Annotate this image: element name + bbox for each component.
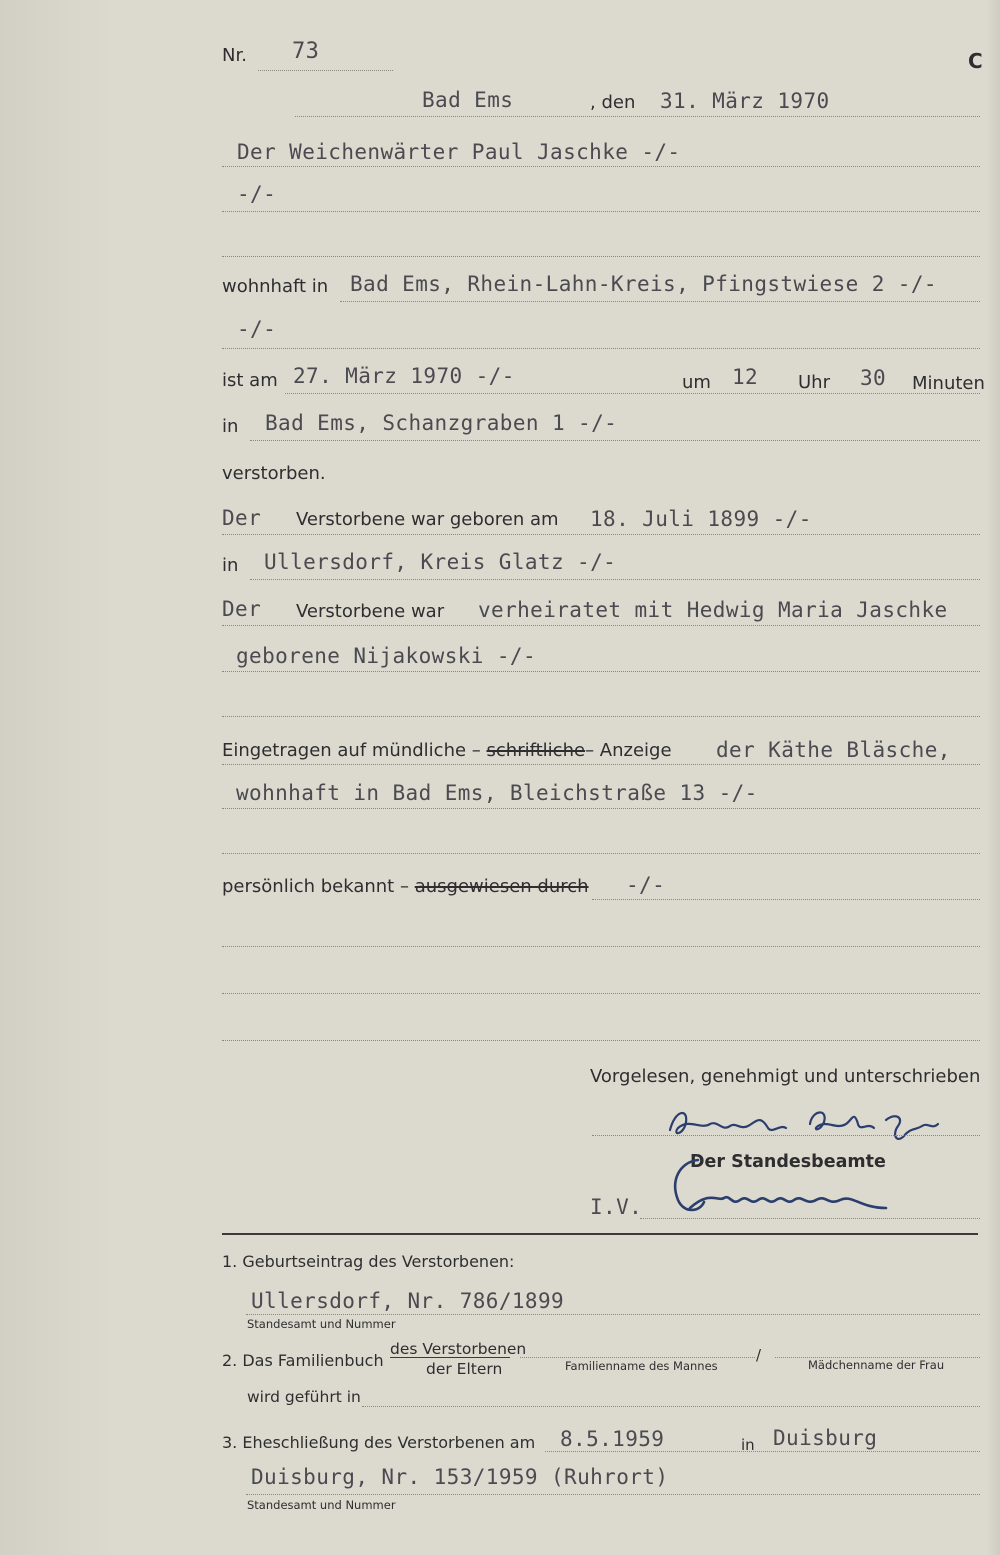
death-in-label: in (222, 416, 239, 437)
identity-label-pre: persönlich bekannt – (222, 876, 409, 897)
rule (285, 393, 980, 394)
rule (222, 348, 980, 349)
rule (222, 716, 980, 717)
person-line-2: -/- (237, 182, 277, 206)
death-hour: 12 (732, 365, 759, 389)
rule (250, 440, 980, 441)
rule (222, 211, 980, 212)
note-3-label: 3. Eheschließung des Verstorbenen am (222, 1433, 536, 1452)
death-label: ist am (222, 370, 278, 391)
registration-label-dash: – (585, 740, 595, 761)
rule (222, 853, 980, 854)
rule (592, 899, 980, 900)
identity-label-struck: ausgewiesen durch (414, 876, 589, 897)
person-line-1: Der Weichenwärter Paul Jaschke -/- (237, 140, 681, 164)
place-value: Bad Ems (422, 88, 514, 112)
note-3-place: Duisburg (773, 1426, 878, 1450)
rule (222, 1040, 980, 1041)
header-rule (295, 116, 980, 117)
rule (340, 301, 980, 302)
note-3-in-label: in (741, 1436, 755, 1454)
nr-value: 73 (292, 39, 320, 64)
section-divider (222, 1233, 978, 1235)
rule (222, 993, 980, 994)
registration-label (222, 740, 672, 762)
rule (362, 1406, 980, 1407)
page-shadow-left (0, 0, 120, 1555)
note-2-label: 2. Das Familienbuch (222, 1351, 384, 1370)
note-1-value: Ullersdorf, Nr. 786/1899 (251, 1289, 565, 1313)
rule (222, 764, 980, 765)
signature-informant (660, 1100, 950, 1150)
rule (222, 808, 980, 809)
registration-cont: wohnhaft in Bad Ems, Bleichstraße 13 -/- (236, 781, 758, 805)
rule (222, 946, 980, 947)
um-label: um (682, 372, 711, 393)
note-1-caption: Standesamt und Nummer (247, 1317, 396, 1331)
residence-value: Bad Ems, Rhein-Lahn-Kreis, Pfingstwiese 2 -/- (350, 272, 937, 296)
rule (222, 625, 980, 626)
note-2-man-caption: Familienname des Mannes (565, 1359, 718, 1373)
marital-cont: geborene Nijakowski -/- (236, 644, 536, 668)
birth-place: Ullersdorf, Kreis Glatz -/- (264, 550, 617, 574)
rule (222, 671, 980, 672)
date-value: 31. März 1970 (660, 89, 830, 113)
residence-cont: -/- (237, 317, 277, 341)
rule (222, 256, 980, 257)
note-3-date: 8.5.1959 (560, 1427, 665, 1451)
birth-in-label: in (222, 555, 239, 576)
nr-label: Nr. (222, 45, 247, 66)
uhr-label: Uhr (798, 372, 830, 393)
marital-der: Der (222, 597, 262, 621)
verstorben-label: verstorben. (222, 463, 326, 484)
note-2-slash: / (756, 1346, 762, 1364)
registration-label-post: Anzeige (599, 740, 672, 761)
rule (246, 1314, 980, 1315)
note-3-caption: Standesamt und Nummer (247, 1498, 396, 1512)
rule (246, 1494, 980, 1495)
read-approved-text: Vorgelesen, genehmigt und unterschrieben (590, 1066, 981, 1087)
registration-label-struck: schriftliche (486, 740, 586, 761)
death-date: 27. März 1970 -/- (293, 364, 515, 388)
death-minutes: 30 (860, 366, 887, 390)
corner-mark: C (968, 49, 983, 73)
note-3-value: Duisburg, Nr. 153/1959 (Ruhrort) (251, 1465, 669, 1489)
registration-label-pre: Eingetragen auf mündliche – (222, 740, 481, 761)
note-2-woman-caption: Mädchenname der Frau (808, 1358, 945, 1372)
signature-official (660, 1150, 900, 1226)
date-prefix: , den (590, 92, 636, 113)
registration-value: der Käthe Bläsche, (716, 738, 951, 762)
rule (222, 534, 980, 535)
page-shadow-right (986, 0, 1000, 1555)
birth-der: Der (222, 506, 262, 530)
rule (222, 166, 980, 167)
official-title: Der Standesbeamte (690, 1152, 886, 1172)
note-2-kept: wird geführt in (247, 1388, 361, 1406)
birth-label: Verstorbene war geboren am (296, 509, 559, 530)
identity-value: -/- (626, 873, 666, 897)
marital-label: Verstorbene war (296, 601, 445, 622)
note-2-fraction-bottom: der Eltern (426, 1360, 503, 1378)
rule (640, 1218, 980, 1219)
residence-label: wohnhaft in (222, 276, 329, 297)
minuten-label: Minuten (912, 373, 985, 394)
iv-label: I.V. (590, 1195, 643, 1219)
note-1-label: 1. Geburtseintrag des Verstorbenen: (222, 1252, 515, 1271)
rule (545, 1451, 980, 1452)
note-2-fraction-top: des Verstorbenen (390, 1340, 527, 1358)
identity-label (222, 876, 589, 898)
rule (250, 579, 980, 580)
rule (592, 1135, 980, 1136)
birth-date: 18. Juli 1899 -/- (590, 507, 812, 531)
nr-rule (258, 70, 393, 71)
marital-value: verheiratet mit Hedwig Maria Jaschke (478, 598, 948, 622)
rule (520, 1357, 755, 1358)
death-place: Bad Ems, Schanzgraben 1 -/- (265, 411, 618, 435)
